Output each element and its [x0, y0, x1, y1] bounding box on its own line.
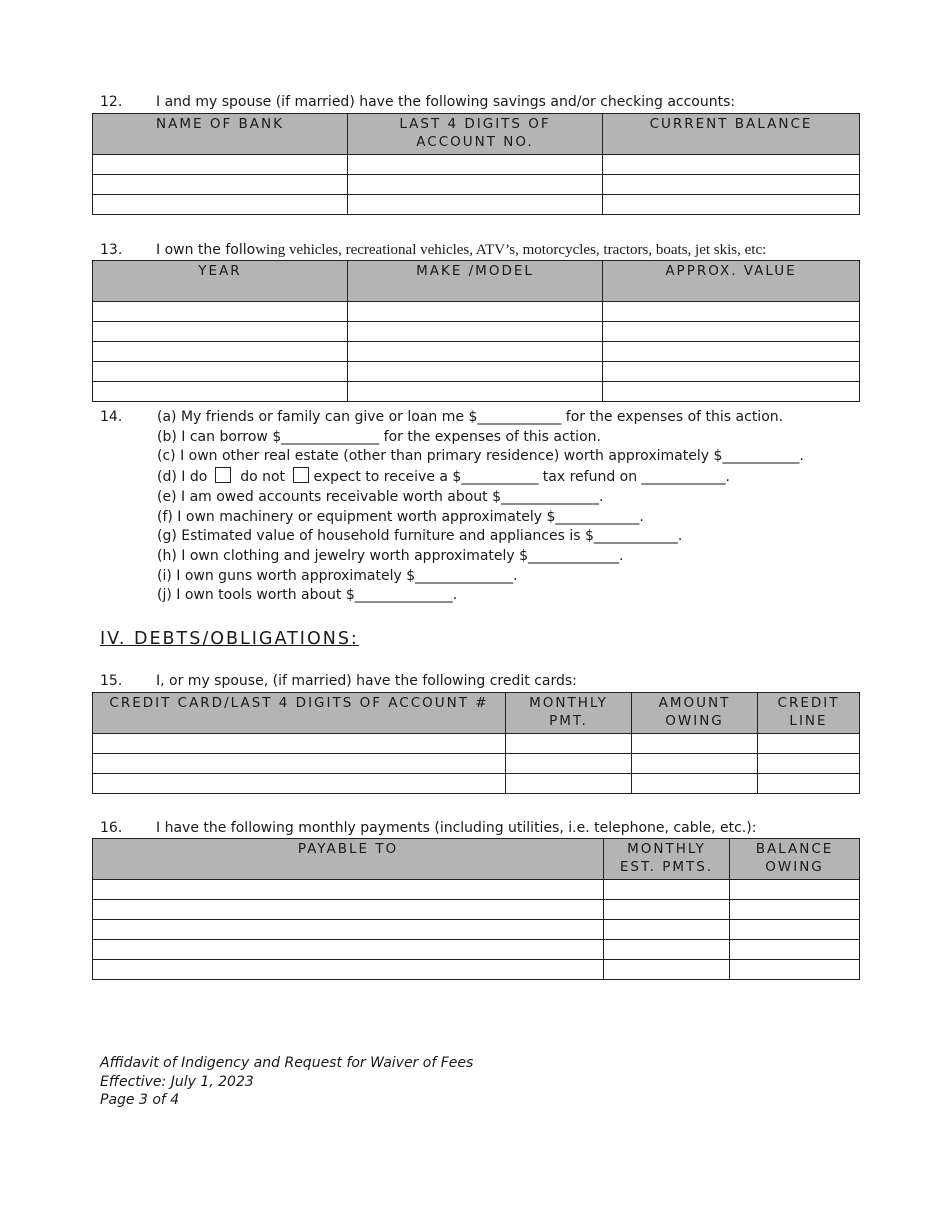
- table-row: [93, 920, 860, 940]
- do-not-checkbox[interactable]: [293, 467, 309, 483]
- table-cell[interactable]: [93, 382, 348, 402]
- table-cell[interactable]: [348, 382, 603, 402]
- table-cell[interactable]: [730, 940, 860, 960]
- column-header: PAYABLE TO: [93, 839, 604, 880]
- table-cell[interactable]: [604, 920, 730, 940]
- table-cell[interactable]: [730, 880, 860, 900]
- table-cell[interactable]: [348, 322, 603, 342]
- table-row: [93, 960, 860, 980]
- column-header: CREDIT LINE: [758, 693, 860, 734]
- table-row: [93, 880, 860, 900]
- table-row: [93, 940, 860, 960]
- question-16: [100, 819, 756, 837]
- table-cell[interactable]: [603, 175, 860, 195]
- table-row: [93, 322, 860, 342]
- question-number: 16.: [100, 820, 123, 836]
- i-do-checkbox[interactable]: [215, 467, 231, 483]
- table-cell[interactable]: [93, 362, 348, 382]
- column-header: AMOUNT OWING: [632, 693, 758, 734]
- table-cell[interactable]: [348, 155, 603, 175]
- column-header: BALANCE OWING: [730, 839, 860, 880]
- table-cell[interactable]: [632, 754, 758, 774]
- table-cell[interactable]: [604, 940, 730, 960]
- table-cell[interactable]: [730, 960, 860, 980]
- item-g: (g) Estimated value of household furniture and appliances is $____________.: [157, 528, 683, 545]
- table-cell[interactable]: [603, 195, 860, 215]
- table-cell[interactable]: [604, 900, 730, 920]
- table-cell[interactable]: [93, 920, 604, 940]
- footer: [100, 1054, 473, 1110]
- table-cell[interactable]: [506, 734, 632, 754]
- footer-page-number: Page 3 of 4: [100, 1092, 180, 1108]
- table-row: [93, 734, 860, 754]
- table-cell[interactable]: [93, 155, 348, 175]
- table-cell[interactable]: [93, 940, 604, 960]
- column-header: MONTHLY EST. PMTS.: [604, 839, 730, 880]
- item-i: (i) I own guns worth approximately $______________.: [157, 567, 518, 584]
- table-cell[interactable]: [758, 734, 860, 754]
- table-cell[interactable]: [758, 774, 860, 794]
- table-cell[interactable]: [348, 342, 603, 362]
- item-c: (c) I own other real estate (other than primary residence) worth approximately $___________.: [157, 448, 804, 465]
- column-header: MONTHLY PMT.: [506, 693, 632, 734]
- table-cell[interactable]: [506, 774, 632, 794]
- question-number: 15.: [100, 673, 123, 689]
- footer-form-title: Affidavit of Indigency and Request for Waiver of Fees: [100, 1055, 474, 1071]
- item-j: (j) I own tools worth about $______________.: [157, 587, 458, 604]
- question-15: [100, 672, 577, 690]
- table-cell[interactable]: [93, 322, 348, 342]
- bank-accounts-table: [92, 113, 860, 215]
- table-row: [93, 195, 860, 215]
- question-14-items: [157, 408, 804, 606]
- table-cell[interactable]: [506, 754, 632, 774]
- item-h: (h) I own clothing and jewelry worth approximately $_____________.: [157, 547, 624, 564]
- table-row: [93, 342, 860, 362]
- table-cell[interactable]: [603, 322, 860, 342]
- table-cell[interactable]: [93, 774, 506, 794]
- item-a: (a) My friends or family can give or loan me $____________ for the expenses of this action.: [157, 409, 784, 425]
- column-header: LAST 4 DIGITS OF ACCOUNT NO.: [348, 114, 603, 155]
- column-header: MAKE /MODEL: [348, 261, 603, 302]
- table-cell[interactable]: [603, 342, 860, 362]
- table-cell[interactable]: [93, 302, 348, 322]
- table-cell[interactable]: [730, 920, 860, 940]
- column-header: NAME OF BANK: [93, 114, 348, 155]
- table-cell[interactable]: [93, 195, 348, 215]
- table-row: [93, 302, 860, 322]
- table-cell[interactable]: [93, 900, 604, 920]
- question-13: [100, 241, 766, 259]
- table-row: [93, 362, 860, 382]
- column-header: CREDIT CARD/LAST 4 DIGITS OF ACCOUNT #: [93, 693, 506, 734]
- table-row: [93, 175, 860, 195]
- section-heading-debts: IV. DEBTS/OBLIGATIONS:: [100, 629, 359, 649]
- question-text: I own the following vehicles, recreational vehicles, ATV’s, motorcycles, tractors, boats, jet skis, etc:: [156, 242, 767, 258]
- table-cell[interactable]: [603, 362, 860, 382]
- item-e: (e) I am owed accounts receivable worth about $______________.: [157, 488, 604, 505]
- table-row: [93, 774, 860, 794]
- table-cell[interactable]: [758, 754, 860, 774]
- question-text: I have the following monthly payments (including utilities, i.e. telephone, cable, etc.):: [156, 820, 757, 836]
- table-cell[interactable]: [348, 362, 603, 382]
- question-12: [100, 93, 735, 111]
- table-cell[interactable]: [348, 195, 603, 215]
- table-cell[interactable]: [93, 175, 348, 195]
- column-header: APPROX. VALUE: [603, 261, 860, 302]
- table-cell[interactable]: [348, 302, 603, 322]
- table-header-row: [93, 693, 860, 734]
- table-row: [93, 155, 860, 175]
- column-header: YEAR: [93, 261, 348, 302]
- question-14-number: 14.: [100, 409, 123, 425]
- table-cell[interactable]: [603, 302, 860, 322]
- table-cell[interactable]: [93, 754, 506, 774]
- item-b: (b) I can borrow $______________ for the expenses of this action.: [157, 428, 601, 445]
- vehicles-table: [92, 260, 860, 402]
- table-cell[interactable]: [603, 382, 860, 402]
- table-header-row: [93, 114, 860, 155]
- item-f: (f) I own machinery or equipment worth approximately $____________.: [157, 508, 644, 525]
- table-header-row: [93, 839, 860, 880]
- table-cell[interactable]: [632, 774, 758, 794]
- table-cell[interactable]: [348, 175, 603, 195]
- table-cell[interactable]: [603, 155, 860, 175]
- table-cell[interactable]: [604, 960, 730, 980]
- table-header-row: [93, 261, 860, 302]
- question-number: 13.: [100, 242, 123, 258]
- table-row: [93, 900, 860, 920]
- table-cell[interactable]: [93, 880, 604, 900]
- table-row: [93, 754, 860, 774]
- table-cell[interactable]: [93, 342, 348, 362]
- table-cell[interactable]: [632, 734, 758, 754]
- table-cell[interactable]: [93, 960, 604, 980]
- table-cell[interactable]: [730, 900, 860, 920]
- column-header: CURRENT BALANCE: [603, 114, 860, 155]
- question-text: I, or my spouse, (if married) have the following credit cards:: [156, 673, 577, 689]
- question-text: I and my spouse (if married) have the following savings and/or checking accounts:: [156, 94, 736, 110]
- table-row: [93, 382, 860, 402]
- footer-effective-date: Effective: July 1, 2023: [100, 1073, 254, 1090]
- question-number: 12.: [100, 94, 123, 110]
- monthly-payments-table: [92, 838, 860, 980]
- credit-cards-table: [92, 692, 860, 794]
- table-cell[interactable]: [93, 734, 506, 754]
- table-cell[interactable]: [604, 880, 730, 900]
- item-d: (d) I do do not expect to receive a $___________ tax refund on ____________.: [157, 469, 731, 486]
